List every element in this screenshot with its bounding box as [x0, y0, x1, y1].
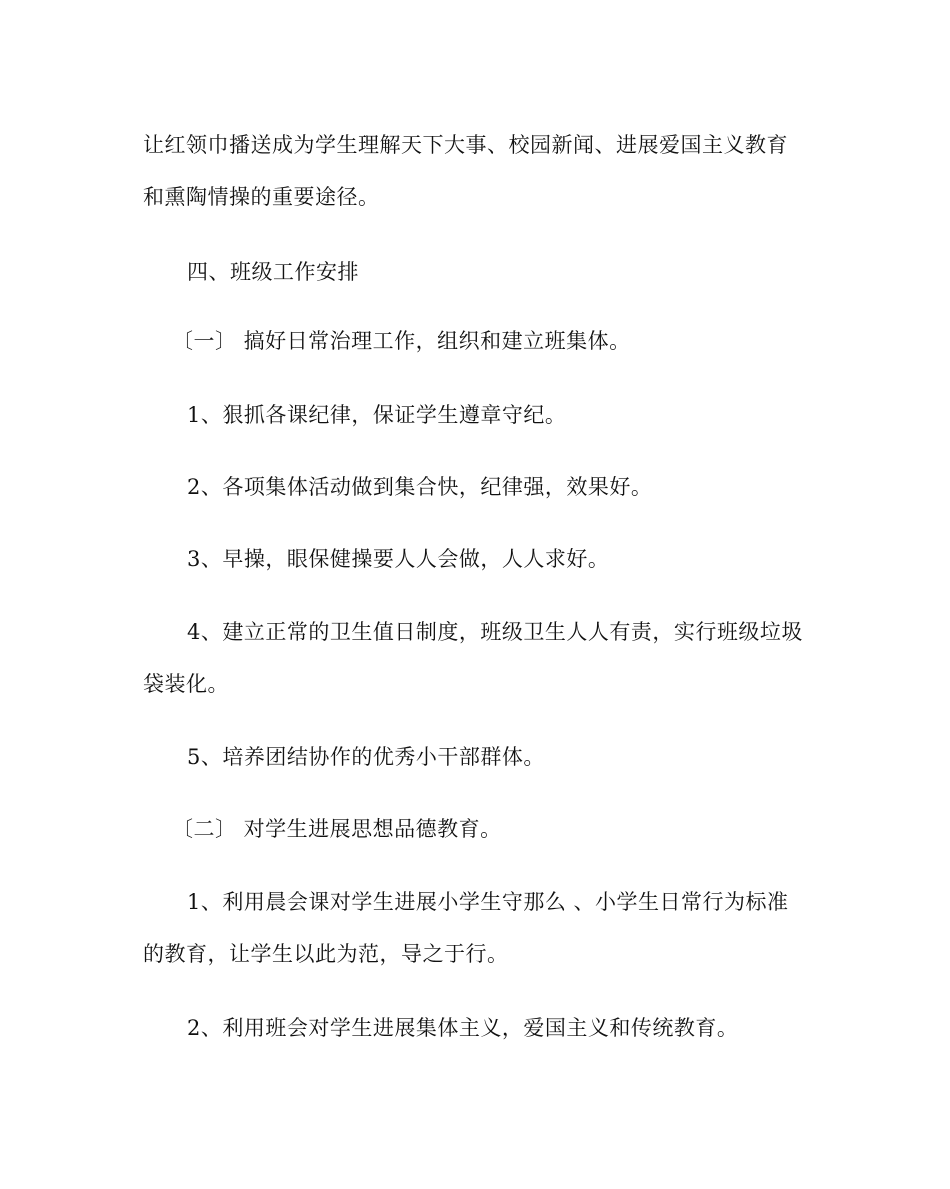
list-item: 4、建立正常的卫生值日制度，班级卫生人人有责，实行班级垃圾	[187, 620, 803, 644]
subsection-heading: 〔二〕 对学生进展思想品德教育。	[172, 817, 502, 841]
section-heading: 四、班级工作安排	[187, 260, 359, 284]
paragraph-line: 和熏陶情操的重要途径。	[143, 185, 380, 209]
paragraph-line: 让红领巾播送成为学生理解天下大事、校园新闻、进展爱国主义教育	[143, 133, 788, 157]
list-item-continuation: 袋装化。	[143, 672, 229, 696]
list-item: 2、利用班会对学生进展集体主义，爱国主义和传统教育。	[187, 1016, 739, 1040]
list-item: 1、狠抓各课纪律，保证学生遵章守纪。	[187, 403, 567, 427]
subsection-heading: 〔一〕 搞好日常治理工作，组织和建立班集体。	[172, 329, 631, 353]
list-item: 1、利用晨会课对学生进展小学生守那么 、小学生日常行为标准	[187, 890, 789, 914]
list-item-continuation: 的教育，让学生以此为范，导之于行。	[143, 942, 509, 966]
list-item: 2、各项集体活动做到集合快，纪律强，效果好。	[187, 475, 653, 499]
list-item: 5、培养团结协作的优秀小干部群体。	[187, 745, 545, 769]
list-item: 3、早操，眼保健操要人人会做，人人求好。	[187, 547, 610, 571]
